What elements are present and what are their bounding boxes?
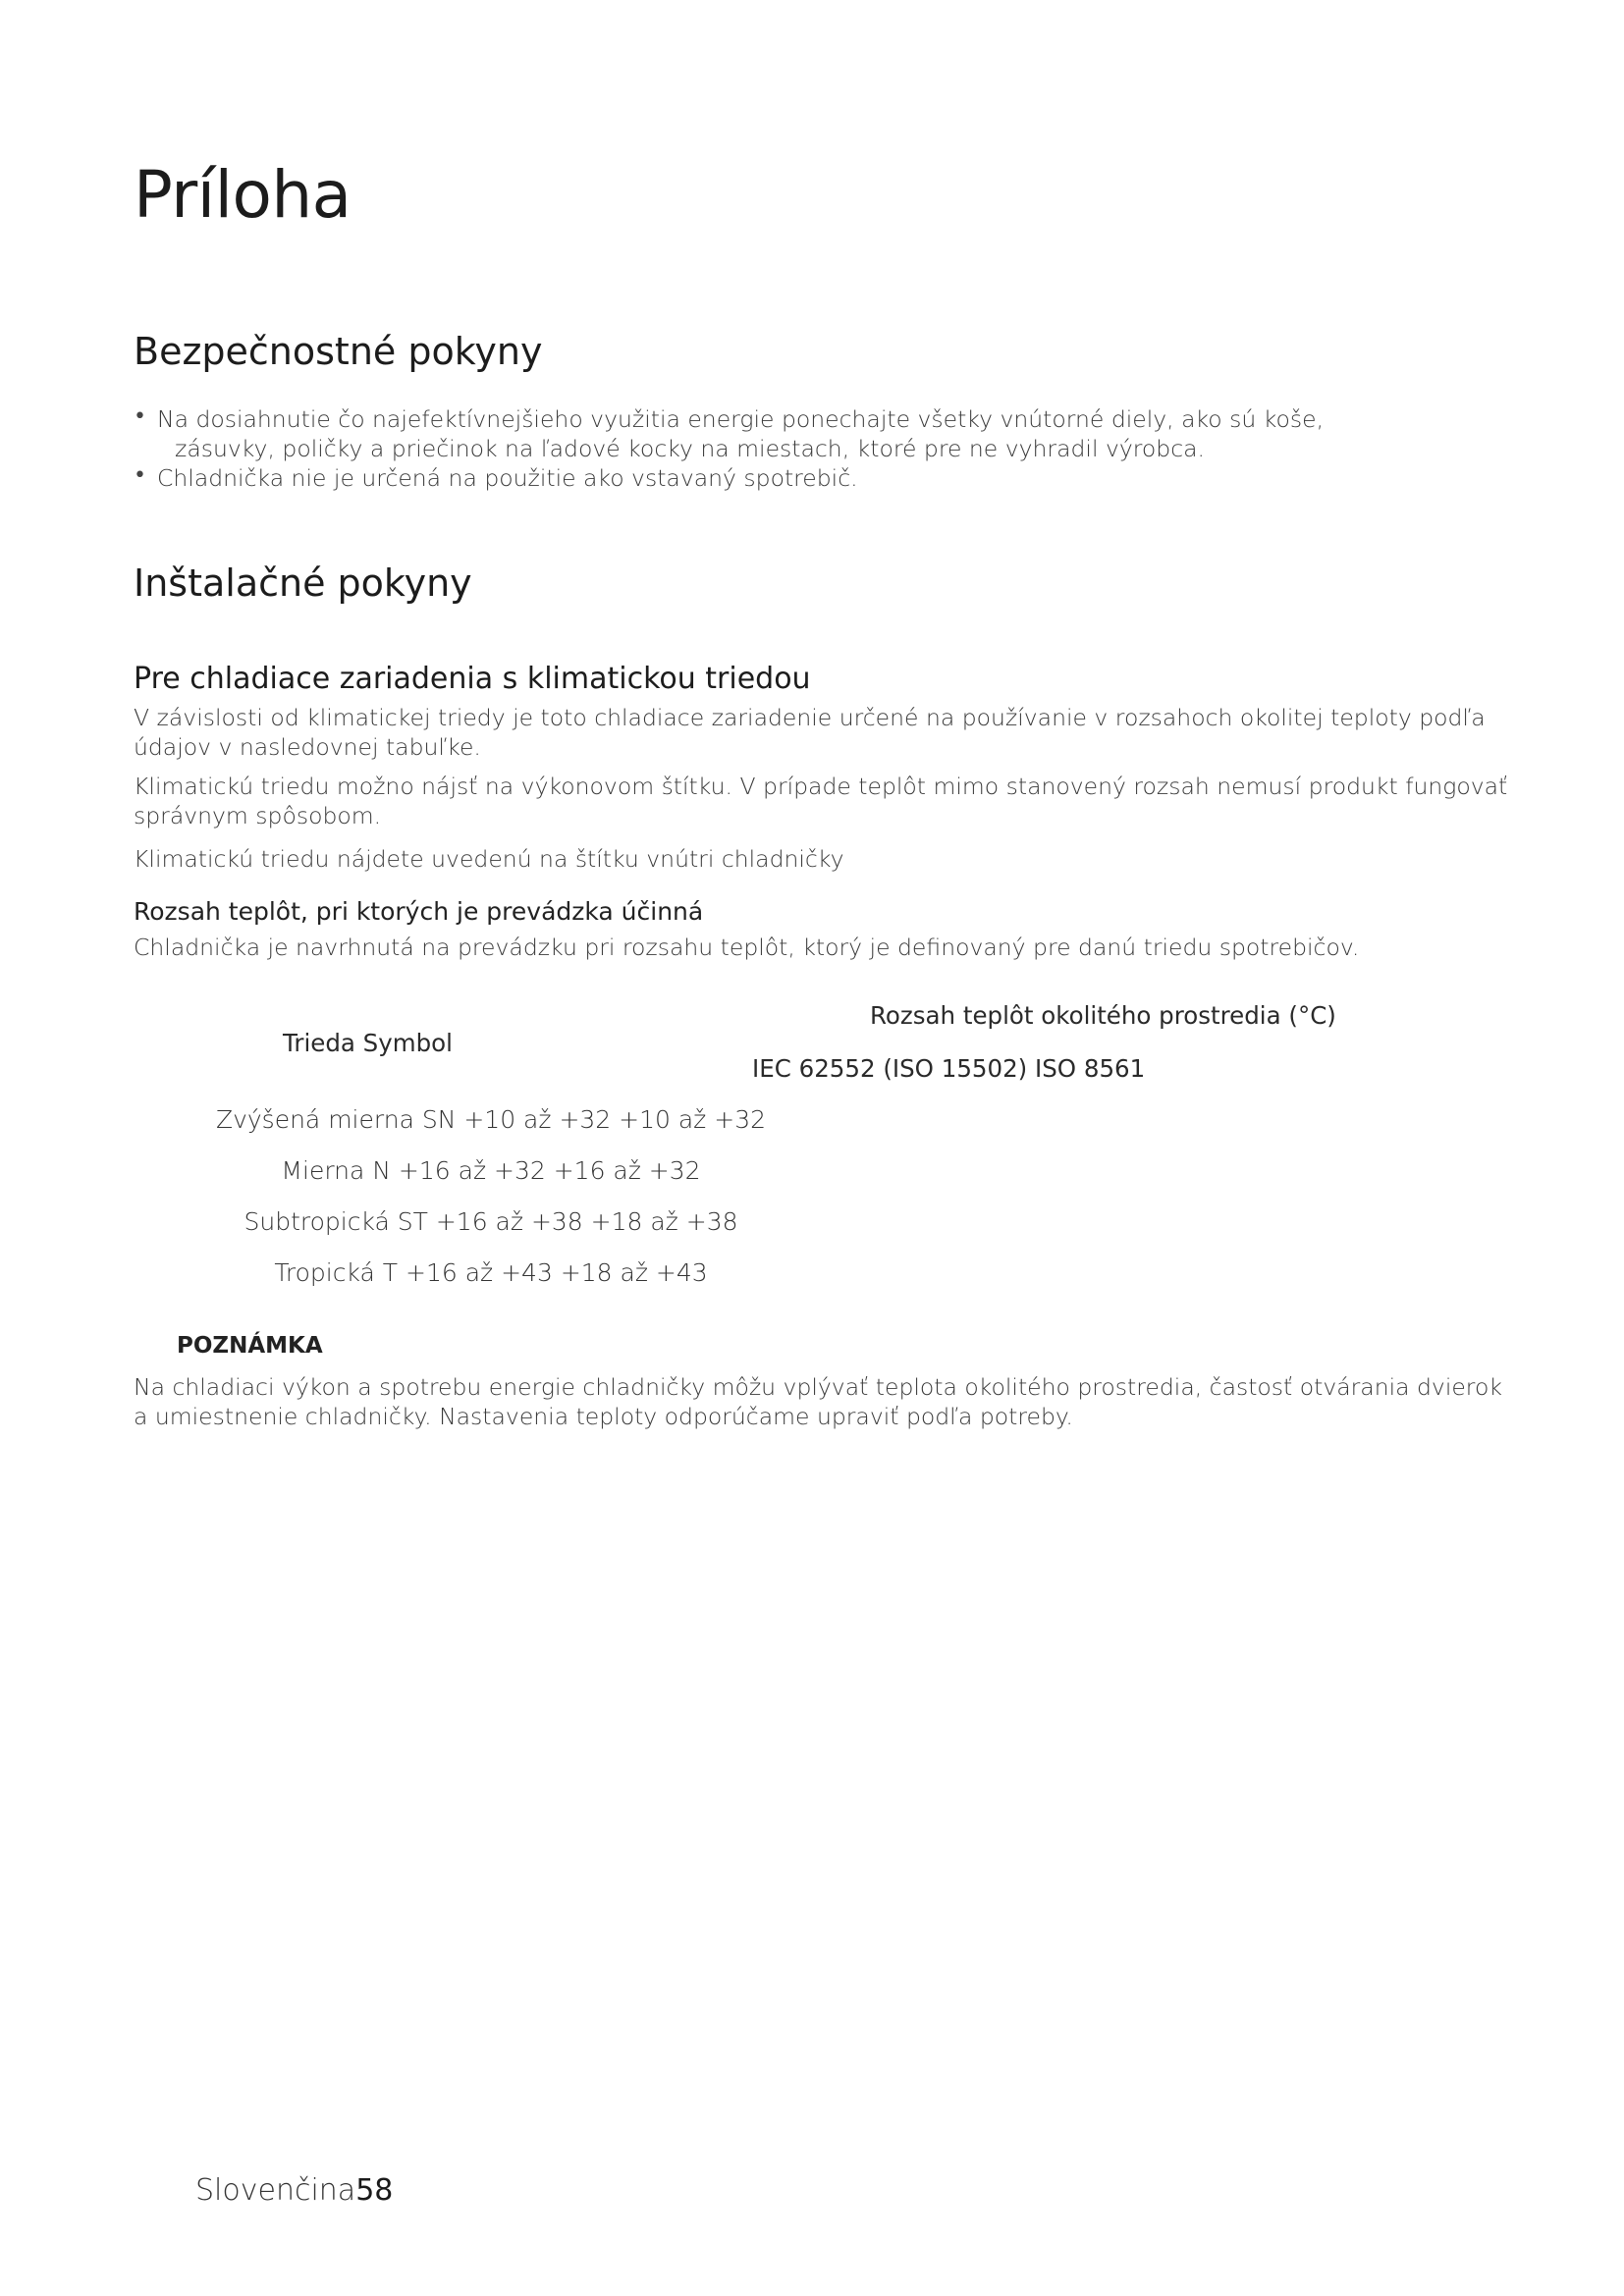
table-col-class: Trieda Symbol [283,1029,453,1057]
footer-language: Slovenčina [195,2173,356,2208]
table-row: Mierna N +16 až +32 +16 až +32 [281,1156,701,1185]
note-label: POZNÁMKA [177,1333,323,1359]
bullet-dot: • [134,404,146,429]
table-col-range: Rozsah teplôt okolitého prostredia (°C) [870,1001,1336,1030]
install-heading: Inštalačné pokyny [134,561,472,605]
install-paragraph-1-line-1: V závislosti od klimatickej triedy je toto chladiace zariadenie určené na používanie v rozsahoch okolitej teploty podľa [134,704,1486,731]
note-line-1: Na chladiaci výkon a spotrebu energie chladničky môžu vplývať teplota okolitého prostredia, častosť otvárania dvierok [134,1373,1502,1401]
table-row: Subtropická ST +16 až +38 +18 až +38 [244,1207,738,1236]
install-subheading: Pre chladiace zariadenia s klimatickou triedou [134,662,811,696]
page-footer [195,2173,393,2208]
table-col-standards: IEC 62552 (ISO 15502) ISO 8561 [752,1054,1146,1083]
range-text: Chladnička je navrhnutá na prevádzku pri rozsahu teplôt, ktorý je definovaný pre danú triedu spotrebičov. [134,934,1360,961]
note-line-2: a umiestnenie chladničky. Nastavenia teploty odporúčame upraviť podľa potreby. [134,1403,1073,1430]
range-heading: Rozsah teplôt, pri ktorých je prevádzka účinná [134,897,704,926]
safety-bullet-1-line-2: zásuvky, poličky a priečinok na ľadové kocky na miestach, ktoré pre ne vyhradil výrobca. [175,435,1205,462]
bullet-dot: • [134,463,146,488]
safety-bullet-1-line-1: Na dosiahnutie čo najefektívnejšieho využitia energie ponechajte všetky vnútorné diely, ako sú koše, [157,405,1325,433]
safety-bullet-2: Chladnička nie je určená na použitie ako vstavaný spotrebič. [157,464,858,492]
install-paragraph-1-line-2: údajov v nasledovnej tabuľke. [134,733,481,761]
table-row: Zvýšená mierna SN +10 až +32 +10 až +32 [215,1105,767,1134]
safety-heading: Bezpečnostné pokyny [134,330,543,373]
install-paragraph-3: Klimatickú triedu nájdete uvedenú na štítku vnútri chladničky [134,845,844,873]
page-number: 58 [355,2173,394,2208]
page-title: Príloha [134,157,352,233]
table-row: Tropická T +16 až +43 +18 až +43 [274,1258,708,1287]
install-paragraph-2-line-2: správnym spôsobom. [134,802,382,829]
install-paragraph-2-line-1: Klimatickú triedu možno nájsť na výkonovom štítku. V prípade teplôt mimo stanovený rozsah nemusí produkt fungovať [134,773,1508,800]
